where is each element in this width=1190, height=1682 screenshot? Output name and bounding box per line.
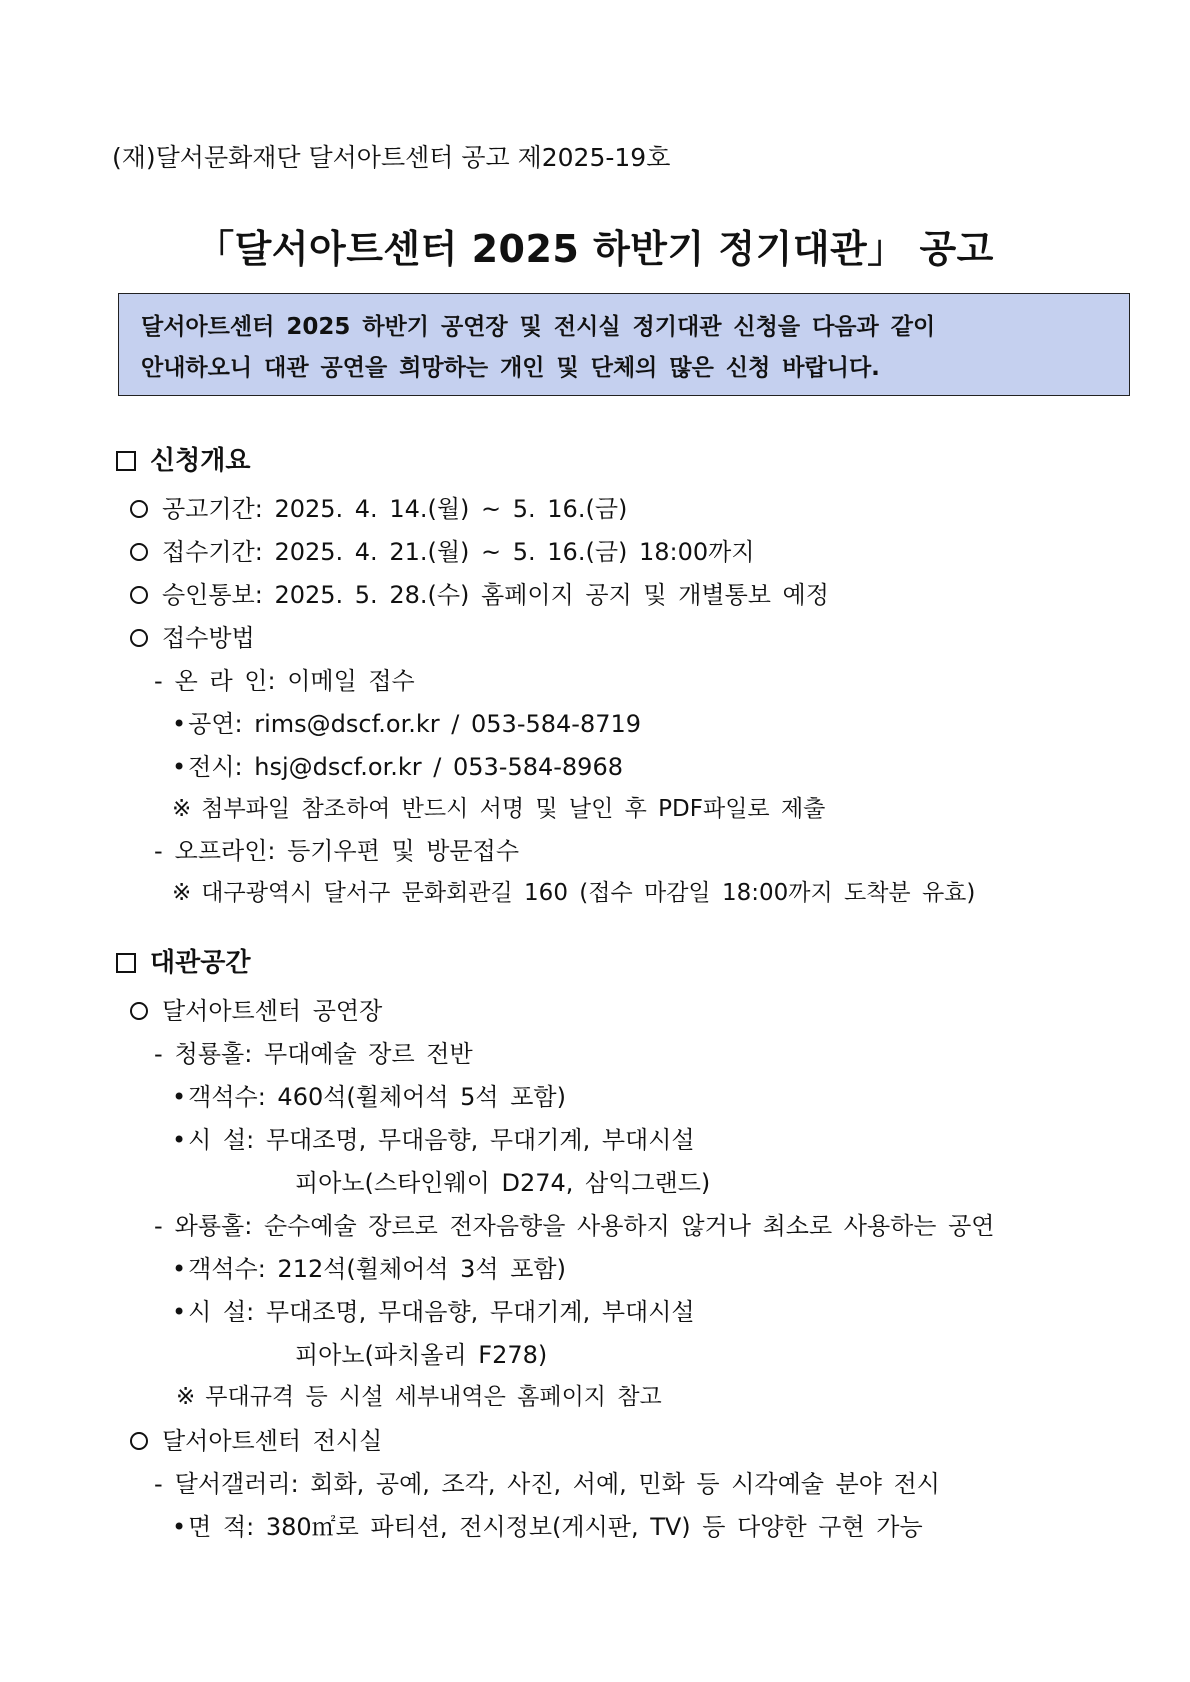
gallery-area: 면 적: 380㎡로 파티션, 전시정보(게시판, TV) 등 다양한 구현 가능 [188, 1513, 923, 1541]
hall-note-line [176, 1378, 662, 1411]
intro-line-1: 달서아트센터 2025 하반기 공연장 및 전시실 정기대관 신청을 다음과 같이 [141, 314, 936, 340]
approval-line [130, 575, 829, 610]
hall2-seats-line [172, 1249, 566, 1284]
hall2-line [154, 1206, 995, 1241]
dot-bullet: • [172, 1513, 187, 1541]
hall1-facilities-line [172, 1120, 695, 1155]
hall1-description: 청룡홀: 무대예술 장르 전반 [174, 1040, 473, 1068]
dot-bullet: • [172, 1083, 187, 1111]
venue-line [130, 991, 382, 1026]
online-performance-line [172, 704, 641, 739]
section-heading-application [116, 440, 250, 477]
circle-bullet-icon [130, 586, 148, 604]
online-exhibition-contact: 전시: hsj@dscf.or.kr / 053-584-8968 [188, 753, 623, 781]
hall1-facilities: 시 설: 무대조명, 무대음향, 무대기계, 부대시설 [188, 1126, 695, 1154]
offline-line [154, 831, 519, 866]
offline-method: 오프라인: 등기우편 및 방문접수 [174, 837, 520, 865]
document-title: 「달서아트센터 2025 하반기 정기대관」 공고 [196, 227, 994, 271]
notice-number: (재)달서문화재단 달서아트센터 공고 제2025-19호 [112, 143, 671, 172]
circle-bullet-icon [130, 500, 148, 518]
venue-performance: 달서아트센터 공연장 [162, 997, 383, 1025]
section-heading-text: 대관공간 [150, 948, 251, 978]
reference-mark: ※ [172, 796, 192, 822]
dot-bullet: • [172, 1298, 187, 1326]
reference-mark: ※ [176, 1384, 196, 1410]
announce-period-line [130, 489, 627, 524]
hall1-seats-line [172, 1077, 566, 1112]
section-heading-venues [116, 942, 250, 979]
receipt-period-line [130, 532, 755, 567]
circle-bullet-icon [130, 1432, 148, 1450]
hall2-facilities-line [172, 1292, 695, 1327]
hall1-seats: 객석수: 460석(휠체어석 5석 포함) [188, 1083, 566, 1111]
reference-mark: ※ [172, 880, 192, 906]
hall-note: 무대규격 등 시설 세부내역은 홈페이지 참고 [205, 1384, 662, 1410]
online-exhibition-line [172, 747, 623, 782]
gallery-area-line [172, 1507, 923, 1542]
dot-bullet: • [172, 1126, 187, 1154]
circle-bullet-icon [130, 543, 148, 561]
circle-bullet-icon [130, 1002, 148, 1020]
online-line [154, 661, 415, 696]
hall2-piano: 피아노(파치올리 F278) [295, 1341, 548, 1369]
gallery-venue-line [130, 1421, 382, 1456]
dash-bullet: - [154, 837, 163, 865]
dash-bullet: - [154, 1212, 163, 1240]
receipt-period: 접수기간: 2025. 4. 21.(월) ~ 5. 16.(금) 18:00까지 [162, 538, 755, 566]
gallery-line [154, 1464, 940, 1499]
checkbox-icon [116, 953, 136, 973]
online-method: 온 라 인: 이메일 접수 [174, 667, 415, 695]
hall1-line [154, 1034, 473, 1069]
dot-bullet: • [172, 1255, 187, 1283]
dash-bullet: - [154, 1470, 163, 1498]
circle-bullet-icon [130, 629, 148, 647]
dash-bullet: - [154, 667, 163, 695]
method-line [130, 618, 255, 653]
venue-gallery: 달서아트센터 전시실 [162, 1427, 383, 1455]
dot-bullet: • [172, 710, 187, 738]
online-note-line [172, 790, 825, 823]
announce-period: 공고기간: 2025. 4. 14.(월) ~ 5. 16.(금) [162, 495, 628, 523]
offline-note-line [172, 874, 975, 907]
section-heading-text: 신청개요 [150, 446, 251, 476]
dot-bullet: • [172, 753, 187, 781]
online-note: 첨부파일 참조하여 반드시 서명 및 날인 후 PDF파일로 제출 [201, 796, 826, 822]
intro-box [118, 293, 1130, 396]
checkbox-icon [116, 451, 136, 471]
dash-bullet: - [154, 1040, 163, 1068]
offline-note: 대구광역시 달서구 문화회관길 160 (접수 마감일 18:00까지 도착분 유효) [201, 880, 976, 906]
gallery-description: 달서갤러리: 회화, 공예, 조각, 사진, 서예, 민화 등 시각예술 분야 전시 [174, 1470, 940, 1498]
hall2-seats: 객석수: 212석(휠체어석 3석 포함) [188, 1255, 566, 1283]
intro-line-2: 안내하오니 대관 공연을 희망하는 개인 및 단체의 많은 신청 바랍니다. [141, 355, 880, 381]
hall2-description: 와룡홀: 순수예술 장르로 전자음향을 사용하지 않거나 최소로 사용하는 공연 [174, 1212, 995, 1240]
online-performance-contact: 공연: rims@dscf.or.kr / 053-584-8719 [188, 710, 642, 738]
receipt-method: 접수방법 [162, 624, 255, 652]
approval-notice: 승인통보: 2025. 5. 28.(수) 홈페이지 공지 및 개별통보 예정 [162, 581, 829, 609]
hall1-piano: 피아노(스타인웨이 D274, 삼익그랜드) [295, 1169, 711, 1197]
hall2-facilities: 시 설: 무대조명, 무대음향, 무대기계, 부대시설 [188, 1298, 695, 1326]
